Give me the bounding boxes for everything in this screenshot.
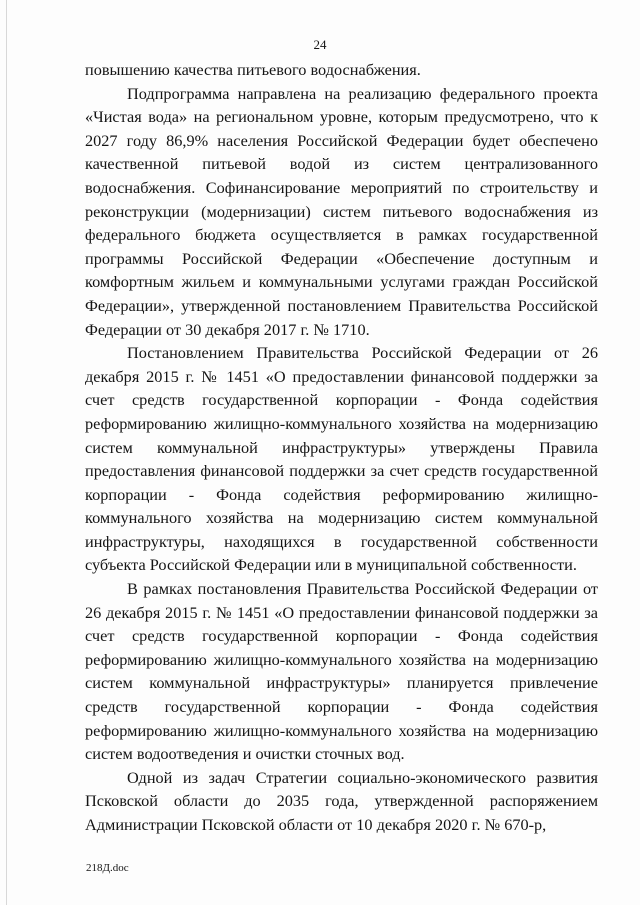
- paragraph-clean-water-subprogram: Подпрограмма направлена на реализацию федерального проекта «Чистая вода» на региональном уровне, которым предусмотрено, что к 2027 году 86,9% населения Российской Федерации будет обеспечено качественной питьевой водой из систем централизованного водоснабжения. Софинансирование мероприятий по строительству и реконструкции (модернизации) систем питьевого водоснабжения из федерального бюджета осуществляется в рамках государственной программы Российской Федерации «Обеспечение доступным и комфортным жильем и коммунальными услугами граждан Российской Федерации», утвержденной постановлением Правительства Российской Федерации от 30 декабря 2017 г. № 1710.: [85, 83, 598, 339]
- paragraph-resolution-1451-funding: В рамках постановления Правительства Российской Федерации от 26 декабря 2015 г. № 1451 «О предоставлении финансовой поддержки за счет средств государственной корпорации - Фонда содействия реформированию жилищно-коммунального хозяйства на модернизацию систем коммунальной инфраструктуры» планируется привлечение средств государственной корпорации - Фонда содействия реформированию жилищно-коммунального хозяйства на модернизацию систем водоотведения и очистки сточных вод.: [85, 579, 598, 764]
- paragraph-resolution-1451-rules: Постановлением Правительства Российской Федерации от 26 декабря 2015 г. № 1451 «О предоставлении финансовой поддержки за счет средств государственной корпорации - Фонда содействия реформированию жилищно-коммунального хозяйства на модернизацию систем коммунальной инфраструктуры» утверждены Правила предоставления финансовой поддержки за счет средств государственной корпорации - Фонда содействия реформированию жилищно-коммунального хозяйства на модернизацию систем коммунальной инфраструктуры, находящихся в государственной собственности субъекта Российской Федерации или в муниципальной собственности.: [85, 343, 598, 575]
- scan-edge-line: [6, 0, 7, 905]
- page-number: 24: [313, 37, 327, 52]
- paragraph-continuation: повышению качества питьевого водоснабжения.: [85, 60, 421, 79]
- document-body: [85, 58, 598, 837]
- paragraph-strategy-2035: Одной из задач Стратегии социально-экономического развития Псковской области до 2035 года, утвержденной распоряжением Администрации Псковской области от 10 декабря 2020 г. № 670-р,: [85, 767, 598, 834]
- footer-filename: 218Д.doc: [86, 862, 129, 874]
